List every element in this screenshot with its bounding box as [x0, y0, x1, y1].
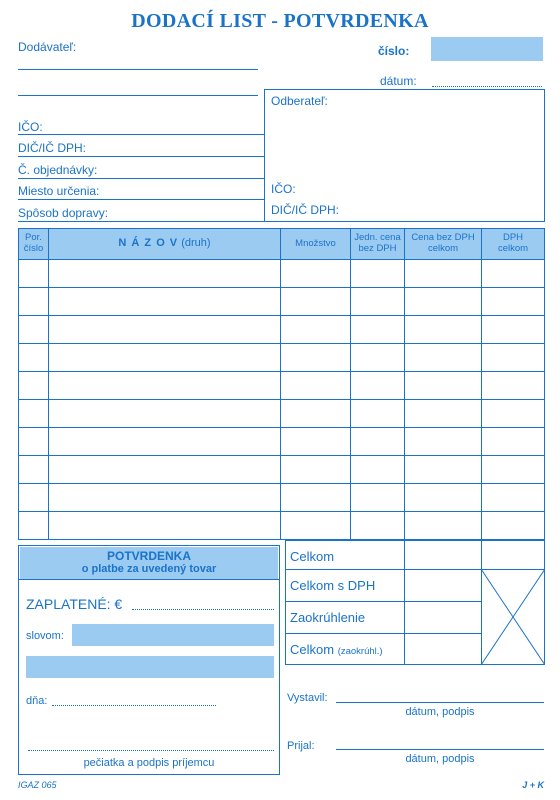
ico-line [18, 134, 264, 135]
issued-by-line[interactable] [336, 702, 544, 703]
col-sep-5 [481, 228, 482, 540]
received-by-sub: dátum, podpis [405, 753, 475, 765]
col-total-line2: celkom [427, 243, 459, 254]
issued-by-sub: dátum, podpis [405, 706, 475, 718]
customer-label: Odberateľ: [271, 94, 328, 108]
issued-by-label: Vystavil: [287, 692, 328, 704]
receipt-subtitle: o platbe za uvedený tovar [81, 563, 217, 575]
total-with-vat-label: Celkom s DPH [290, 578, 376, 593]
table-row[interactable] [18, 399, 545, 400]
rounding-label: Zaokrúhlenie [290, 610, 366, 625]
dic-line [18, 156, 264, 157]
col-sep-1 [48, 228, 49, 540]
table-row[interactable] [18, 315, 545, 316]
col-total-header [405, 232, 481, 254]
total-rounded-label [290, 642, 383, 657]
items-table [18, 228, 545, 540]
number-label: číslo: [378, 44, 410, 58]
col-number-header-line2: číslo [23, 243, 44, 254]
col-sep-3 [350, 228, 351, 540]
paid-amount-field[interactable] [132, 609, 274, 610]
total-label: Celkom [290, 549, 335, 564]
table-row[interactable] [18, 427, 545, 428]
col-name-header-sub: (druh) [181, 237, 211, 249]
table-row[interactable] [18, 287, 545, 288]
col-sep-4 [404, 228, 405, 540]
supplier-line-1 [18, 69, 258, 70]
order-line [18, 178, 264, 179]
number-field[interactable] [431, 37, 543, 61]
totals-row-line-2 [285, 601, 481, 602]
totals-sep-1 [404, 540, 405, 665]
document-title: DODACÍ LIST - POTVRDENKA [131, 10, 429, 32]
receipt-title: POTVRDENKA [106, 549, 191, 563]
paid-label: ZAPLATENÉ: € [26, 596, 123, 612]
received-by-label: Prijal: [287, 740, 315, 752]
table-row[interactable] [18, 511, 545, 512]
order-number-label: Č. objednávky: [18, 163, 98, 177]
col-vat-header [482, 232, 544, 254]
col-unit-price-header [351, 232, 404, 254]
in-words-label: slovom: [26, 630, 64, 642]
date-paid-field[interactable] [52, 705, 216, 706]
date-field[interactable] [432, 86, 542, 87]
col-quantity-header: Množstvo [295, 238, 336, 249]
date-paid-label: dňa: [26, 695, 48, 707]
supplier-ico-label: IČO: [18, 120, 43, 134]
col-total-line1: Cena bez DPH [411, 232, 475, 243]
table-row[interactable] [18, 483, 545, 484]
table-row[interactable] [18, 371, 545, 372]
received-by-line[interactable] [336, 749, 544, 750]
customer-ico-label: IČO: [271, 182, 296, 196]
supplier-dic-label: DIČ/IČ DPH: [18, 141, 87, 155]
table-row[interactable] [18, 343, 545, 344]
col-unit-price-line1: Jedn. cena [354, 232, 401, 243]
footer-publisher: J + K [522, 780, 544, 790]
in-words-field-2[interactable] [26, 656, 274, 678]
footer-code: IGAZ 065 [18, 780, 57, 790]
col-unit-price-line2: bez DPH [358, 243, 397, 254]
in-words-field[interactable] [72, 624, 274, 646]
destination-line [18, 199, 264, 200]
stamp-signature-line[interactable] [28, 750, 274, 751]
total-rounded-small: (zaokrúhl.) [337, 646, 383, 657]
cross-mark [481, 569, 545, 665]
stamp-signature-label: pečiatka a podpis príjemcu [83, 757, 215, 769]
total-rounded-main: Celkom [290, 642, 335, 657]
customer-dic-label: DIČ/IČ DPH: [271, 203, 340, 217]
table-row[interactable] [18, 455, 545, 456]
transport-line [18, 221, 264, 222]
header-line [18, 259, 545, 260]
totals-row-line-3 [285, 633, 481, 634]
col-number-header [19, 232, 48, 254]
col-name-header-main: N Á Z O V [118, 237, 179, 249]
col-vat-line2: celkom [497, 243, 529, 254]
transport-label: Spôsob dopravy: [18, 206, 109, 220]
date-label: dátum: [380, 74, 417, 88]
supplier-line-2 [18, 95, 258, 96]
supplier-label: Dodávateľ: [18, 40, 77, 54]
col-name-header [49, 238, 280, 249]
col-number-header-line1: Por. [25, 232, 42, 243]
col-vat-line1: DPH [502, 232, 524, 243]
receipt-header-line [18, 579, 280, 580]
col-sep-2 [280, 228, 281, 540]
destination-label: Miesto určenia: [18, 184, 100, 198]
